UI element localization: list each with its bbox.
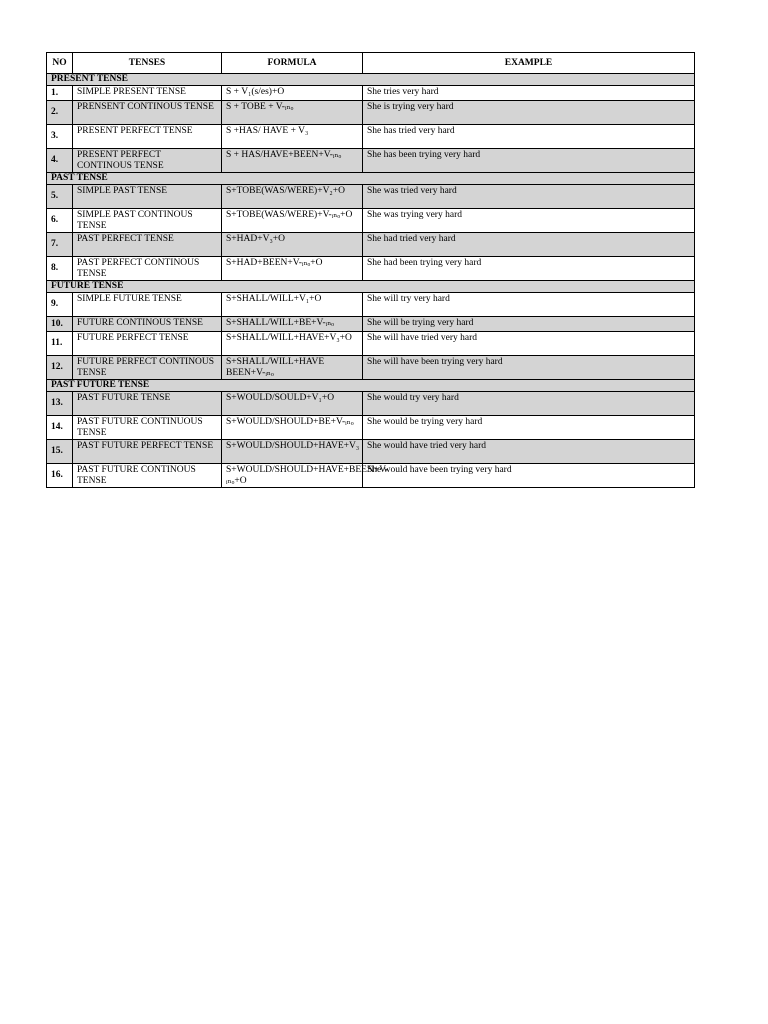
tense-name: PAST PERFECT TENSE xyxy=(73,233,222,257)
tense-name: PAST PERFECT CONTINOUS TENSE xyxy=(73,257,222,281)
tense-example: She has been trying very hard xyxy=(363,149,695,173)
tense-formula: S+SHALL/WILL+HAVE+V₃+O xyxy=(222,332,363,356)
tense-name: SIMPLE FUTURE TENSE xyxy=(73,293,222,317)
table-row xyxy=(47,332,695,356)
tense-name: PRESENT PERFECT TENSE xyxy=(73,125,222,149)
tense-formula: S + V₁(s/es)+O xyxy=(222,86,363,101)
tenses-table xyxy=(46,52,695,488)
row-number: 12. xyxy=(47,356,73,380)
tense-example: She has tried very hard xyxy=(363,125,695,149)
table-row xyxy=(47,233,695,257)
tense-formula: S+HAD+BEEN+V-ᵢₙₒ+O xyxy=(222,257,363,281)
header-formula: FORMULA xyxy=(222,53,363,74)
tense-name: FUTURE PERFECT CONTINOUS TENSE xyxy=(73,356,222,380)
section-title: PRESENT TENSE xyxy=(47,74,695,86)
table-row xyxy=(47,392,695,416)
tense-formula: S+SHALL/WILL+V₁+O xyxy=(222,293,363,317)
tense-example: She would have been trying very hard xyxy=(363,464,695,488)
row-number: 8. xyxy=(47,257,73,281)
tense-name: SIMPLE PRESENT TENSE xyxy=(73,86,222,101)
row-number: 7. xyxy=(47,233,73,257)
row-number: 16. xyxy=(47,464,73,488)
row-number: 3. xyxy=(47,125,73,149)
tense-name: PRENSENT CONTINOUS TENSE xyxy=(73,101,222,125)
section-title: PAST TENSE xyxy=(47,173,695,185)
table-row xyxy=(47,416,695,440)
row-number: 15. xyxy=(47,440,73,464)
tense-formula: S+HAD+V₃+O xyxy=(222,233,363,257)
tense-name: PAST FUTURE TENSE xyxy=(73,392,222,416)
table-row xyxy=(47,464,695,488)
tense-example: She had been trying very hard xyxy=(363,257,695,281)
row-number: 5. xyxy=(47,185,73,209)
table-row xyxy=(47,317,695,332)
tense-formula: S+TOBE(WAS/WERE)+V-ᵢₙₒ+O xyxy=(222,209,363,233)
table-row xyxy=(47,440,695,464)
table-row xyxy=(47,257,695,281)
table-row xyxy=(47,86,695,101)
section-title: PAST FUTURE TENSE xyxy=(47,380,695,392)
table-row xyxy=(47,293,695,317)
tense-example: She will have been trying very hard xyxy=(363,356,695,380)
tense-example: She will try very hard xyxy=(363,293,695,317)
section-header-row xyxy=(47,380,695,392)
tense-name: PAST FUTURE CONTINOUS TENSE xyxy=(73,464,222,488)
tense-example: She was tried very hard xyxy=(363,185,695,209)
table-body xyxy=(47,74,695,488)
table-row xyxy=(47,185,695,209)
table-row xyxy=(47,209,695,233)
tense-formula: S+WOULD/SOULD+V₁+O xyxy=(222,392,363,416)
header-tenses: TENSES xyxy=(73,53,222,74)
table-row xyxy=(47,101,695,125)
tense-example: She would try very hard xyxy=(363,392,695,416)
tense-formula: S+SHALL/WILL+HAVE BEEN+V-ᵢₙₒ xyxy=(222,356,363,380)
row-number: 4. xyxy=(47,149,73,173)
tense-formula: S + HAS/HAVE+BEEN+V-ᵢₙₒ xyxy=(222,149,363,173)
tense-formula: S+TOBE(WAS/WERE)+V₂+O xyxy=(222,185,363,209)
tense-formula: S +HAS/ HAVE + V₃ xyxy=(222,125,363,149)
row-number: 6. xyxy=(47,209,73,233)
table-row xyxy=(47,125,695,149)
row-number: 1. xyxy=(47,86,73,101)
row-number: 14. xyxy=(47,416,73,440)
section-title: FUTURE TENSE xyxy=(47,281,695,293)
tense-name: PAST FUTURE PERFECT TENSE xyxy=(73,440,222,464)
section-header-row xyxy=(47,173,695,185)
header-no: NO xyxy=(47,53,73,74)
tense-example: She had tried very hard xyxy=(363,233,695,257)
row-number: 10. xyxy=(47,317,73,332)
tense-example: She tries very hard xyxy=(363,86,695,101)
tense-formula: S+SHALL/WILL+BE+V-ᵢₙₒ xyxy=(222,317,363,332)
tense-name: SIMPLE PAST CONTINOUS TENSE xyxy=(73,209,222,233)
table-row xyxy=(47,356,695,380)
tense-formula: S+WOULD/SHOULD+HAVE+V₃ xyxy=(222,440,363,464)
section-header-row xyxy=(47,74,695,86)
row-number: 2. xyxy=(47,101,73,125)
tense-name: FUTURE PERFECT TENSE xyxy=(73,332,222,356)
tense-example: She would have tried very hard xyxy=(363,440,695,464)
tense-formula: S+WOULD/SHOULD+BE+V-ᵢₙₒ xyxy=(222,416,363,440)
tense-name: FUTURE CONTINOUS TENSE xyxy=(73,317,222,332)
tense-example: She will be trying very hard xyxy=(363,317,695,332)
tense-formula: S + TOBE + V-ᵢₙₒ xyxy=(222,101,363,125)
header-row xyxy=(47,53,695,74)
tense-example: She was trying very hard xyxy=(363,209,695,233)
tense-name: PAST FUTURE CONTINUOUS TENSE xyxy=(73,416,222,440)
tense-name: PRESENT PERFECT CONTINOUS TENSE xyxy=(73,149,222,173)
table-row xyxy=(47,149,695,173)
row-number: 11. xyxy=(47,332,73,356)
tense-name: SIMPLE PAST TENSE xyxy=(73,185,222,209)
tense-example: She is trying very hard xyxy=(363,101,695,125)
tense-formula: S+WOULD/SHOULD+HAVE+BEEN+V-ᵢₙₒ+O xyxy=(222,464,363,488)
row-number: 13. xyxy=(47,392,73,416)
tense-example: She would be trying very hard xyxy=(363,416,695,440)
tense-example: She will have tried very hard xyxy=(363,332,695,356)
section-header-row xyxy=(47,281,695,293)
row-number: 9. xyxy=(47,293,73,317)
header-example: EXAMPLE xyxy=(363,53,695,74)
